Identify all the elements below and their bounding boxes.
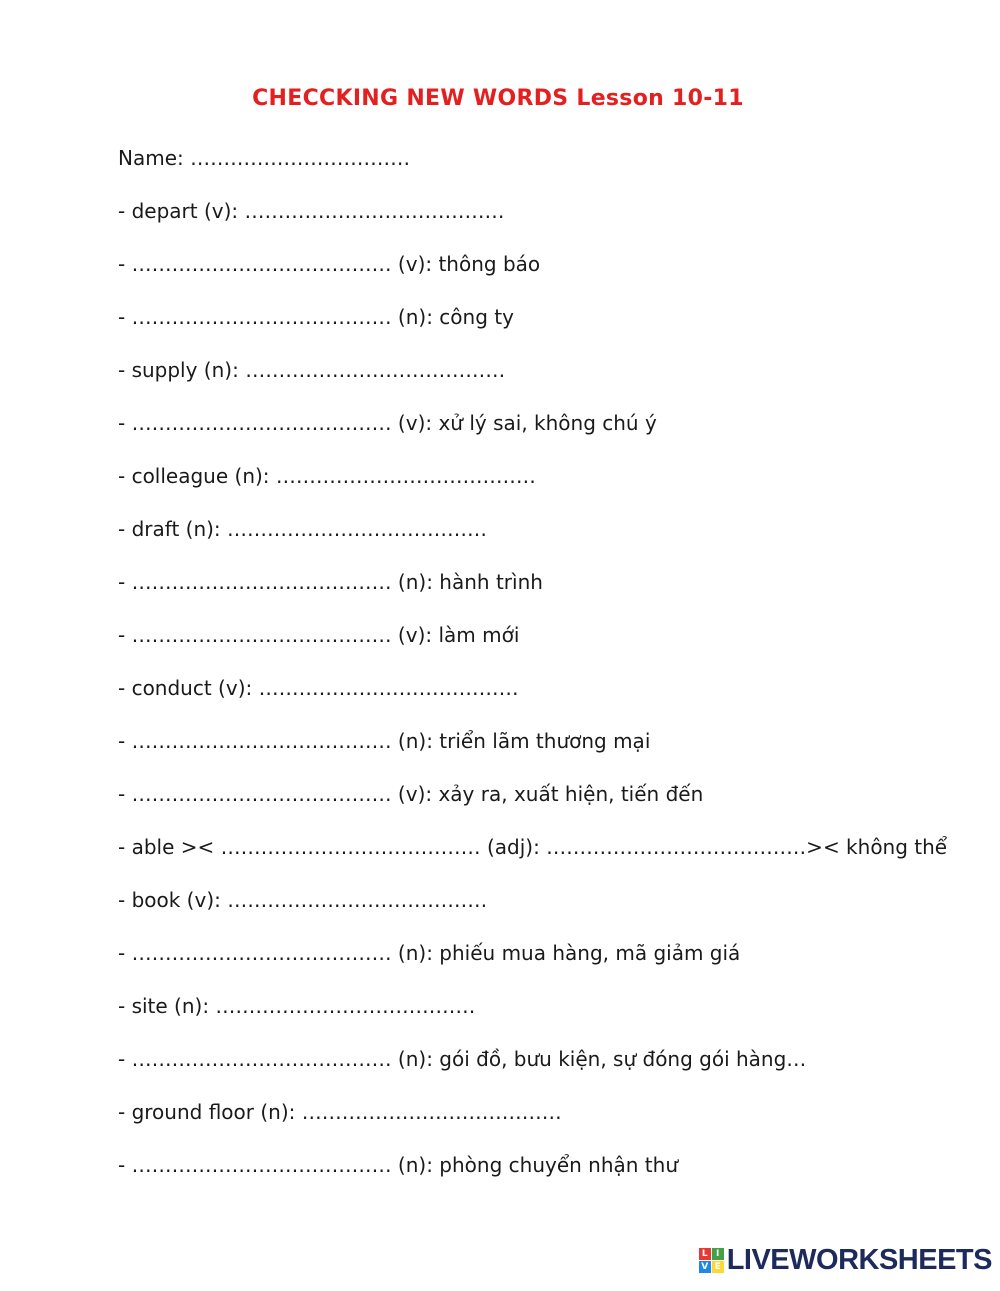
vocab-line-10: - conduct (v): ………………………………… xyxy=(118,676,519,700)
vocab-line-18: - ground floor (n): ………………………………… xyxy=(118,1100,562,1124)
logo-block-l: L xyxy=(699,1248,711,1260)
vocab-line-6: - colleague (n): ………………………………… xyxy=(118,464,536,488)
liveworksheets-logo-icon xyxy=(699,1248,724,1273)
logo-block-v: V xyxy=(699,1261,711,1273)
worksheet-title: CHECCKING NEW WORDS Lesson 10-11 xyxy=(252,86,744,111)
vocab-line-5: - ………………………………… (v): xử lý sai, không chú ý xyxy=(118,411,657,435)
vocab-line-11: - ………………………………… (n): triển lãm thương mại xyxy=(118,729,651,753)
vocab-line-17: - ………………………………… (n): gói đồ, bưu kiện, sự đóng gói hàng… xyxy=(118,1047,807,1071)
liveworksheets-brand: LIVEWORKSHEETS xyxy=(726,1244,992,1276)
name-line: Name: …………………………… xyxy=(118,146,411,170)
vocab-line-13: - able >< ………………………………… (adj): …………………………………>< không thể xyxy=(118,835,948,859)
vocab-line-14: - book (v): ………………………………… xyxy=(118,888,488,912)
liveworksheets-footer xyxy=(699,1244,992,1277)
vocab-line-12: - ………………………………… (v): xảy ra, xuất hiện, tiến đến xyxy=(118,782,704,806)
logo-block-i: I xyxy=(712,1248,724,1260)
vocab-line-9: - ………………………………… (v): làm mới xyxy=(118,623,520,647)
vocab-line-16: - site (n): ………………………………… xyxy=(118,994,476,1018)
vocab-line-3: - ………………………………… (n): công ty xyxy=(118,305,514,329)
vocab-line-8: - ………………………………… (n): hành trình xyxy=(118,570,543,594)
logo-block-e: E xyxy=(712,1261,724,1273)
vocab-line-4: - supply (n): ………………………………… xyxy=(118,358,506,382)
vocab-line-19: - ………………………………… (n): phòng chuyển nhận thư xyxy=(118,1153,678,1177)
vocab-line-1: - depart (v): ………………………………… xyxy=(118,199,505,223)
vocab-line-7: - draft (n): ………………………………… xyxy=(118,517,488,541)
vocab-line-2: - ………………………………… (v): thông báo xyxy=(118,252,541,276)
vocab-line-15: - ………………………………… (n): phiếu mua hàng, mã giảm giá xyxy=(118,941,741,965)
